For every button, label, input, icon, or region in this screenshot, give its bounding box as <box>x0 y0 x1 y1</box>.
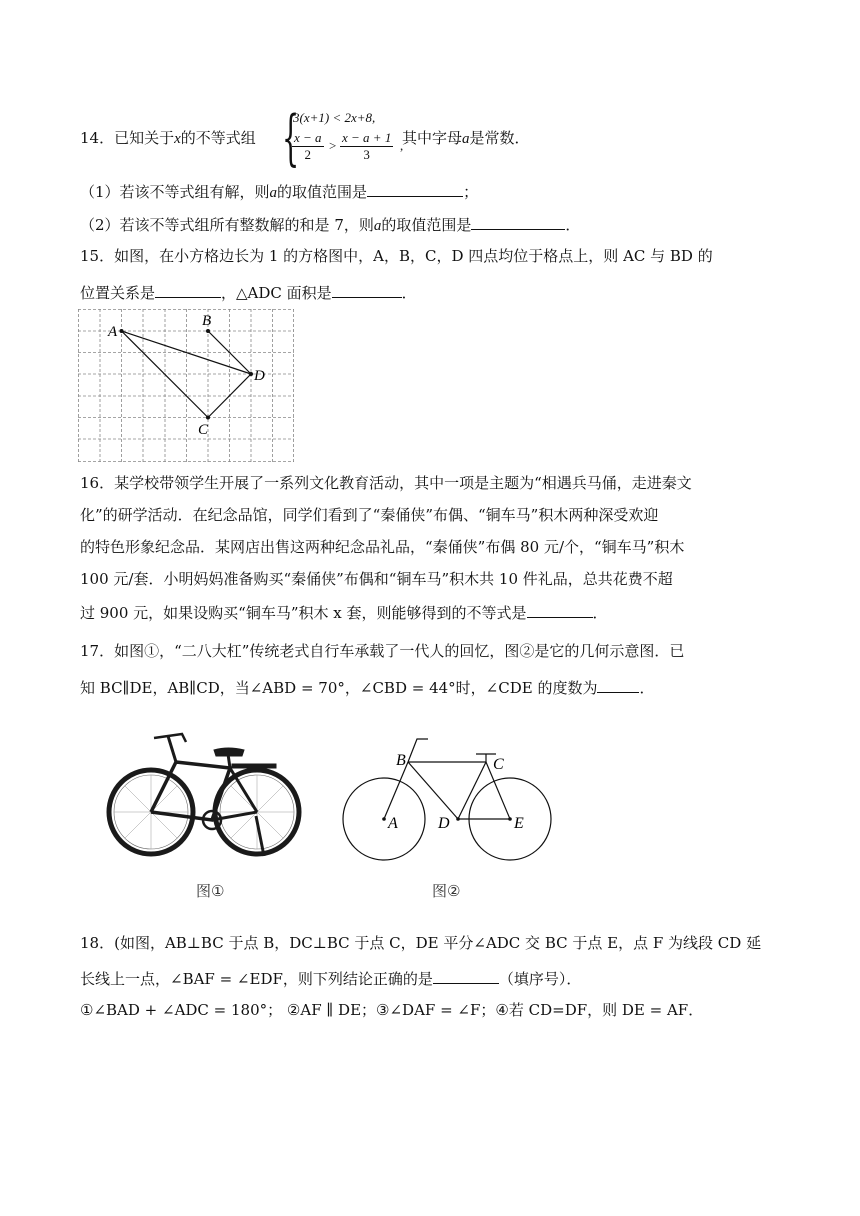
bicycle-geometry-diagram <box>340 733 556 867</box>
q14-tail <box>402 128 530 149</box>
q15-line2 <box>80 281 417 303</box>
diagram-label-e: E <box>514 815 524 832</box>
q16-line3: 的特色形象纪念品．某网店出售这两种纪念品礼品，“秦俑侠”布偶 80 元/个，“铜车马”积木 <box>80 538 685 556</box>
q15-grid-figure <box>78 309 294 462</box>
diagram-label-a: A <box>388 815 398 832</box>
bicycle-photo <box>104 728 304 858</box>
q14-frac1-num: x − a <box>294 130 322 145</box>
q18-line2 <box>80 967 581 989</box>
q18-blank[interactable] <box>433 967 499 984</box>
diagram-label-c: C <box>493 756 504 773</box>
q14-var-a: a <box>462 131 470 147</box>
q18-line2-text: 长线上一点，∠BAF = ∠EDF，则下列结论正确的是 <box>80 970 433 988</box>
diagram-label-d: D <box>438 815 450 832</box>
q16-line5-text: 过 900 元，如果设购买“铜车马”积木 x 套，则能够得到的不等式是 <box>80 604 527 622</box>
q14-part2-text2: 的取值范围是 <box>381 216 472 234</box>
q14-ineq1: 3(x+1) < 2x+8, <box>293 110 376 125</box>
q14-part1 <box>80 180 478 203</box>
q14-part2-blank[interactable] <box>471 213 565 230</box>
q14-frac2-den: 3 <box>363 147 370 162</box>
q14-part2 <box>80 213 580 236</box>
q14-part1-text2: 的取值范围是 <box>277 183 368 201</box>
q17-caption-figure2: 图② <box>432 882 461 900</box>
q14-part1-end: ； <box>463 183 479 201</box>
segment-cd <box>458 762 486 819</box>
diagram-label-b: B <box>396 752 406 769</box>
q17-line2-text: 知 BC∥DE，AB∥CD，当∠ABD = 70°，∠CBD = 44°时，∠CDE 的度数为 <box>80 679 598 697</box>
q15-line2-end: ． <box>401 284 417 302</box>
q17-line1: 17．如图①，“二八大杠”传统老式自行车承载了一代人的回忆，图②是它的几何示意图．已 <box>80 642 685 660</box>
q15-blank-relation[interactable] <box>155 281 221 298</box>
q16-blank[interactable] <box>527 601 593 618</box>
q14-comma: , <box>400 138 404 153</box>
q16-line1: 16．某学校带领学生开展了一系列文化教育活动，其中一项是主题为“相遇兵马俑，走进秦文 <box>80 474 692 492</box>
q16-line5 <box>80 601 608 623</box>
q14-brace: { <box>282 103 300 173</box>
q18-options: ①∠BAD + ∠ADC = 180°； ②AF ∥ DE；③∠DAF = ∠F；④若 CD=DF，则 DE = AF． <box>80 1001 704 1019</box>
bicycle-drawing <box>109 734 299 856</box>
q14-part1-var-a: a <box>269 185 278 201</box>
q17-line2-end: ． <box>639 679 655 697</box>
q14-tail1: 其中字母 <box>402 129 463 147</box>
q16-line5-end: ． <box>592 604 608 622</box>
q14-stem <box>80 128 256 149</box>
q15-line2-text2: ，△ADC 面积是 <box>221 284 332 302</box>
segment-ab <box>384 762 408 819</box>
q14-intro2: 的不等式组 <box>180 129 256 147</box>
q14-gt: > <box>329 138 337 153</box>
q14-frac2 <box>340 130 393 163</box>
q14-part1-blank[interactable] <box>367 180 463 197</box>
q18-line1: 18．(如图，AB⊥BC 于点 B，DC⊥BC 于点 C，DE 平分∠ADC 交 BC 于点 E，点 F 为线段 CD 延 <box>80 934 762 952</box>
q14-frac1 <box>292 130 324 163</box>
q14-frac2-num: x − a + 1 <box>342 130 392 145</box>
handlebar <box>408 739 428 762</box>
q15-line2-text: 位置关系是 <box>80 284 156 302</box>
q15-label-a: A <box>108 324 118 340</box>
q15-blank-area[interactable] <box>332 281 402 298</box>
q15-label-c: C <box>198 422 209 438</box>
q14-part1-text: （1）若该不等式组有解，则 <box>80 183 270 201</box>
q15-line1: 15．如图，在小方格边长为 1 的方格图中，A，B，C，D 四点均位于格点上，则 AC 与 BD 的 <box>80 247 713 265</box>
q14-intro: 已知关于 <box>114 129 175 147</box>
segment-bd <box>408 762 458 819</box>
q18-line2-text2: （填序号）． <box>498 970 582 988</box>
q14-part2-var-a: a <box>373 218 382 234</box>
q14-tail2: 是常数． <box>469 129 530 147</box>
q14-frac1-den: 2 <box>304 147 312 162</box>
q16-line4: 100 元/套．小明妈妈准备购买“秦俑侠”布偶和“铜车马”积木共 10 件礼品，总共花费不超 <box>80 570 673 588</box>
q17-caption-figure1: 图① <box>196 882 225 900</box>
q14-inequality-system <box>282 103 412 173</box>
q17-blank[interactable] <box>597 676 639 693</box>
q16-line2: 化”的研学活动．在纪念品馆，同学们看到了“秦俑侠”布偶、“铜车马”积木两种深受欢迎 <box>80 506 659 524</box>
q14-number: 14． <box>80 129 115 147</box>
q14-part2-text: （2）若该不等式组所有整数解的和是 7，则 <box>80 216 374 234</box>
q17-line2 <box>80 676 654 698</box>
q15-label-d: D <box>254 368 265 384</box>
q14-var-x: x <box>174 131 181 147</box>
q15-label-b: B <box>202 313 212 329</box>
q14-part2-end: ． <box>565 216 581 234</box>
